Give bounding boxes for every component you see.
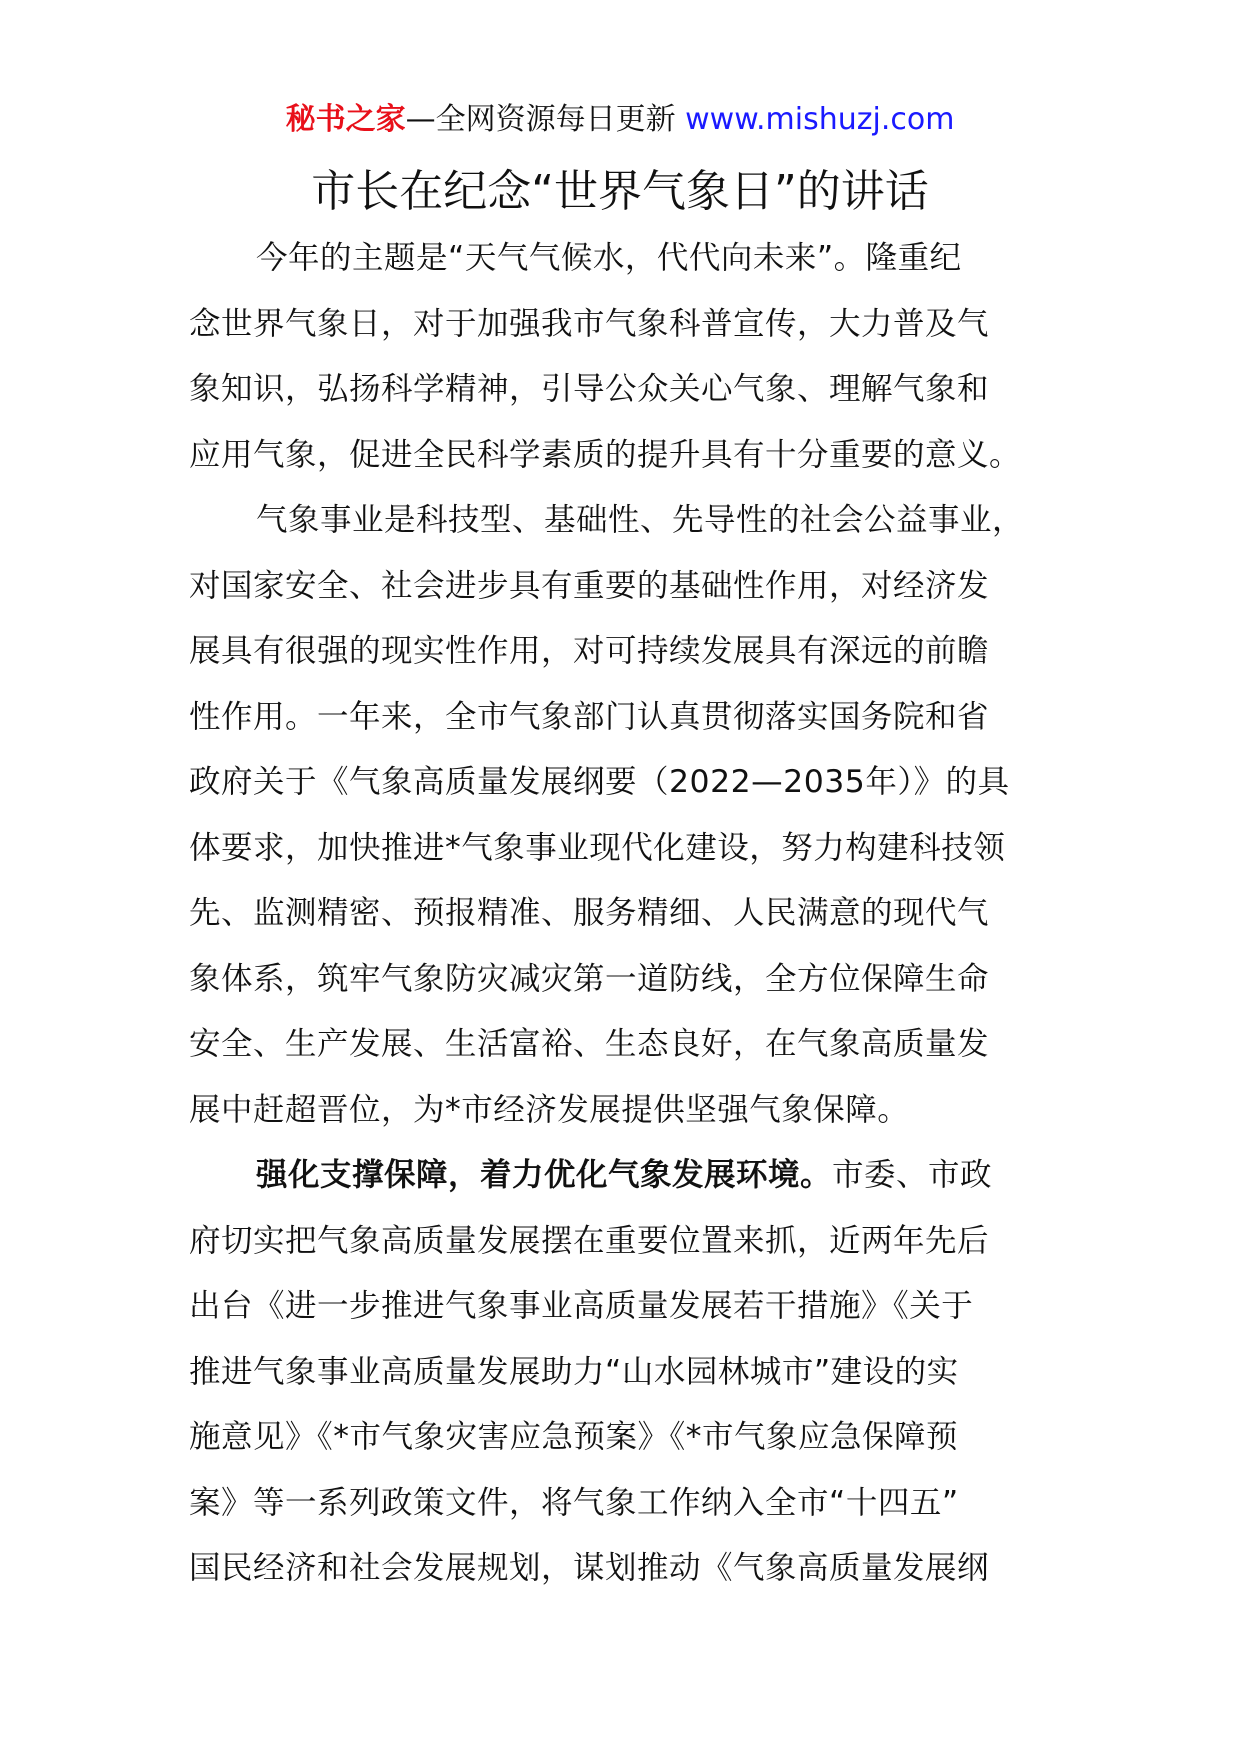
paragraph-line: 府切实把气象高质量发展摆在重要位置来抓，近两年先后: [189, 1222, 990, 1259]
paragraph-line: 气象事业是科技型、基础性、先导性的社会公益事业，: [256, 502, 1025, 538]
paragraph-meteorology-career: [189, 488, 1069, 1143]
document-body: [189, 226, 1069, 1602]
paragraph-line: 体要求，加快推进*气象事业现代化建设，努力构建科技领: [189, 829, 1006, 866]
paragraph-line: 念世界气象日，对于加强我市气象科普宣传，大力普及气: [189, 305, 990, 342]
paragraph-line: 案》等一系列政策文件，将气象工作纳入全市“十四五”: [189, 1484, 959, 1521]
paragraph-line: 国民经济和社会发展规划，谋划推动《气象高质量发展纲: [189, 1550, 990, 1586]
paragraph-line: [189, 1143, 1069, 1209]
site-brand: 秘书之家: [285, 102, 406, 137]
paragraph-line: 安全、生产发展、生活富裕、生态良好，在气象高质量发: [189, 1026, 990, 1062]
paragraph-line: 象知识，弘扬科学精神，引导公众关心气象、理解气象和: [189, 371, 990, 407]
document-title: 市长在纪念“世界气象日”的讲话: [311, 166, 929, 217]
paragraph-line: 出台《进一步推进气象事业高质量发展若干措施》《关于: [189, 1288, 974, 1324]
site-header: [0, 100, 1240, 140]
paragraph-line: 先、监测精密、预报精准、服务精细、人民满意的现代气: [189, 895, 990, 931]
paragraph-line: 性作用。一年来，全市气象部门认真贯彻落实国务院和省: [189, 698, 990, 735]
paragraph-line: 对国家安全、社会进步具有重要的基础性作用，对经济发: [189, 567, 990, 604]
site-url-link[interactable]: www.mishuzj.com: [685, 102, 955, 137]
paragraph-line: 施意见》《*市气象灾害应急预案》《*市气象应急保障预: [189, 1419, 959, 1455]
paragraph-line: 展中赶超晋位，为*市经济发展提供坚强气象保障。: [189, 1091, 910, 1128]
paragraph-line: 象体系，筑牢气象防灾减灾第一道防线，全方位保障生命: [189, 960, 990, 997]
paragraph-line: 推进气象事业高质量发展助力“山水园林城市”建设的实: [189, 1353, 959, 1390]
paragraph-support-guarantee: [189, 1143, 1069, 1602]
paragraph-line: 政府关于《气象高质量发展纲要（2022—2035年）》的具: [189, 764, 1010, 800]
paragraph-line: 展具有很强的现实性作用，对可持续发展具有深远的前瞻: [189, 633, 990, 669]
paragraph-line: 应用气象，促进全民科学素质的提升具有十分重要的意义。: [189, 436, 1022, 473]
paragraph-lead-heading: 强化支撑保障，着力优化气象发展环境。: [256, 1157, 833, 1193]
paragraph-theme: [189, 226, 1069, 488]
paragraph-line: 今年的主题是“天气气候水，代代向未来”。隆重纪: [256, 240, 962, 276]
site-tagline: —全网资源每日更新: [405, 102, 686, 137]
paragraph-line-text: 市委、市政: [832, 1157, 993, 1193]
